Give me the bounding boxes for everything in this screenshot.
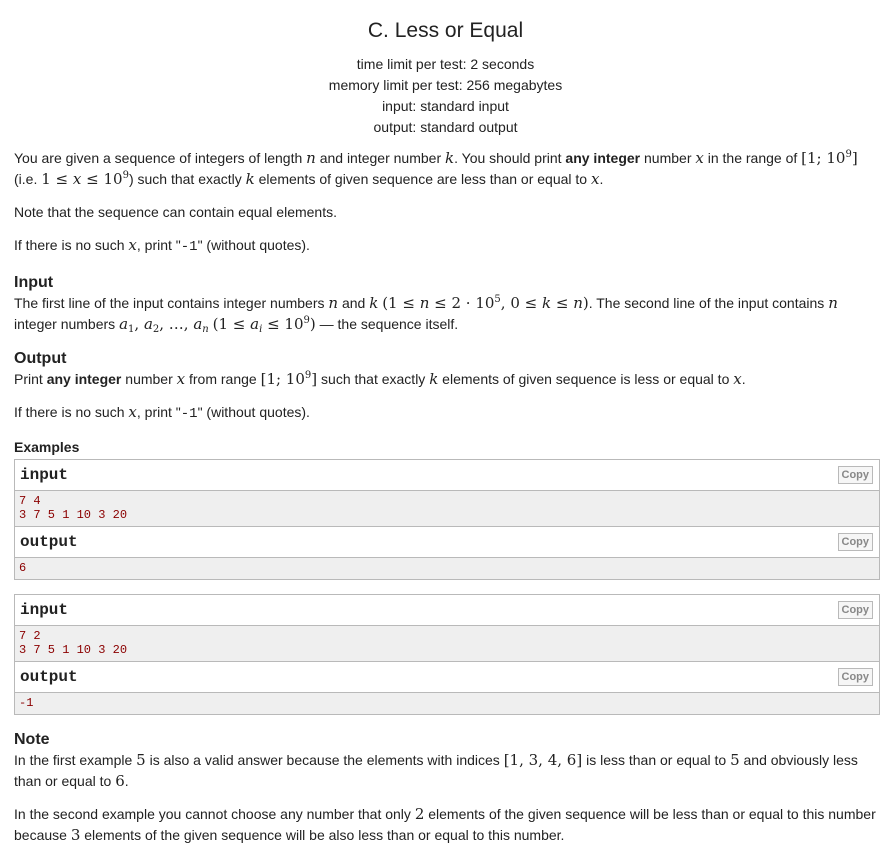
output-label: output	[20, 668, 78, 686]
copy-button[interactable]: Copy	[838, 466, 874, 484]
statement	[14, 148, 878, 258]
example-2-output: -1	[15, 693, 879, 714]
input-section-title: Input	[14, 274, 54, 291]
statement-paragraph-3: If there is no such x, print "-1" (without quotes).	[14, 236, 310, 255]
example-1-input: 7 4 3 7 5 1 10 3 20	[15, 491, 879, 527]
input-label: input	[20, 601, 69, 619]
output-section-text: Print any integer number x from range [1; $10^9$] such that exactly k elements of given sequence is less or equal to x.	[14, 370, 746, 388]
note-section	[14, 730, 878, 846]
copy-button[interactable]: Copy	[838, 668, 874, 686]
example-1-output-header	[15, 527, 879, 558]
example-2	[14, 594, 880, 715]
output-section-text-2: If there is no such x, print "-1" (without quotes).	[14, 403, 310, 422]
note-paragraph-2: In the second example you cannot choose any number that only 2 elements of the given sequence will be less than or equal to this number because 3 elements of the given sequence will be also less than or equal to this number.	[14, 805, 876, 844]
example-2-input-header	[15, 595, 879, 626]
time-limit: time limit per test: 2 seconds	[356, 56, 535, 72]
output-section-title: Output	[14, 350, 67, 367]
output-file: output: standard output	[373, 119, 518, 135]
copy-button[interactable]: Copy	[838, 533, 874, 551]
example-1	[14, 459, 880, 580]
copy-button[interactable]: Copy	[838, 601, 874, 619]
statement-paragraph-1: You are given a sequence of integers of length n and integer number k. You should print any integer number x in the range of [1; $10^9$] (i.e. $1 \le x \le 10^9$) such that exactly k elements of given sequence are less than or equal to x.	[14, 149, 858, 188]
memory-limit: memory limit per test: 256 megabytes	[328, 77, 563, 93]
example-2-output-header	[15, 662, 879, 693]
input-section	[14, 273, 878, 335]
note-paragraph-1: In the first example 5 is also a valid answer because the elements with indices [1, 3, 4, 6] is less than or equal to 5 and obviously less than or equal to 6.	[14, 751, 858, 790]
statement-paragraph-2: Note that the sequence can contain equal elements.	[14, 204, 337, 220]
example-2-input: 7 2 3 7 5 1 10 3 20	[15, 626, 879, 662]
example-1-input-header	[15, 460, 879, 491]
input-file: input: standard input	[382, 98, 509, 114]
output-section	[14, 349, 878, 425]
examples-title: Examples	[14, 439, 80, 455]
example-1-output: 6	[15, 558, 879, 579]
problem-header	[0, 0, 891, 138]
note-title: Note	[14, 731, 50, 748]
input-label: input	[20, 466, 69, 484]
problem-title: C. Less or Equal	[367, 19, 524, 42]
input-section-text: The first line of the input contains integer numbers n and k ($1 \le n \le 2 \cdot 10^5$, 0 ≤ k ≤ n). The second line of the input contains n integer numbers $a_1$, $a_2$, …, $a_n$ $(1 \le a_i \le 10^9)$ — the sequence itself.	[14, 294, 838, 335]
output-label: output	[20, 533, 78, 551]
